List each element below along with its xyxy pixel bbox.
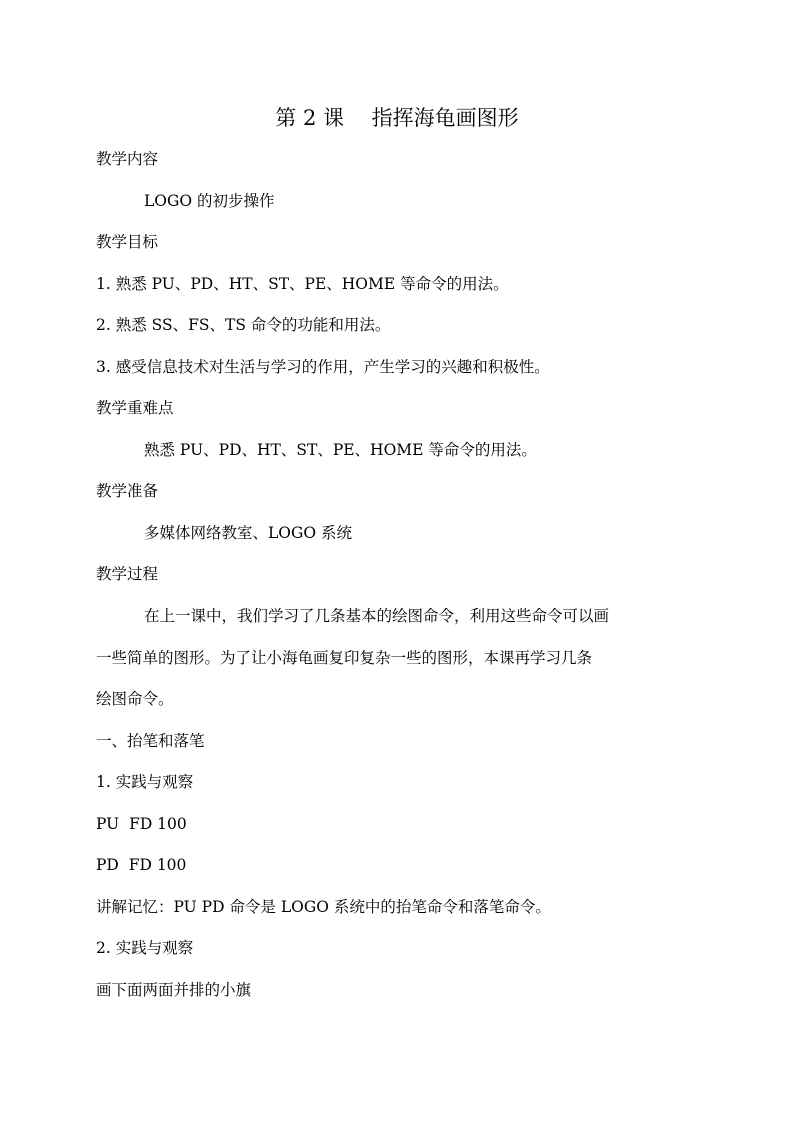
goal-item-1: 1. 熟悉 PU、PD、HT、ST、PE、HOME 等命令的用法。 [96,275,509,293]
practice-heading-1: 1. 实践与观察 [96,773,194,791]
heading-teaching-process: 教学过程 [96,565,159,583]
explanation-text: 讲解记忆：PU PD 命令是 LOGO 系统中的抬笔命令和落笔命令。 [96,898,551,916]
paragraph-line: 绘图命令。 [96,690,174,708]
process-paragraph [96,596,706,721]
heading-key-points: 教学重难点 [96,399,174,417]
flag-instruction: 画下面两面并排的小旗 [96,981,252,999]
teaching-content-text: LOGO 的初步操作 [144,192,275,210]
preparation-text: 多媒体网络教室、LOGO 系统 [144,524,353,542]
paragraph-line: 在上一课中，我们学习了几条基本的绘图命令，利用这些命令可以画 [144,607,610,625]
key-points-text: 熟悉 PU、PD、HT、ST、PE、HOME 等命令的用法。 [144,441,537,459]
code-line-2: PD FD 100 [96,856,187,874]
goal-item-2: 2. 熟悉 SS、FS、TS 命令的功能和用法。 [96,316,391,334]
goal-item-3: 3. 感受信息技术对生活与学习的作用，产生学习的兴趣和积极性。 [96,358,550,376]
code-line-1: PU FD 100 [96,815,187,833]
section-heading-pen: 一、抬笔和落笔 [96,732,205,750]
heading-teaching-goals: 教学目标 [96,233,159,251]
paragraph-line: 一些简单的图形。为了让小海龟画复印复杂一些的图形，本课再学习几条 [96,648,593,667]
heading-preparation: 教学准备 [96,482,159,500]
heading-teaching-content: 教学内容 [96,150,159,168]
document-title: 第 2 课 指挥海龟画图形 [275,106,519,130]
practice-heading-2: 2. 实践与观察 [96,939,194,957]
